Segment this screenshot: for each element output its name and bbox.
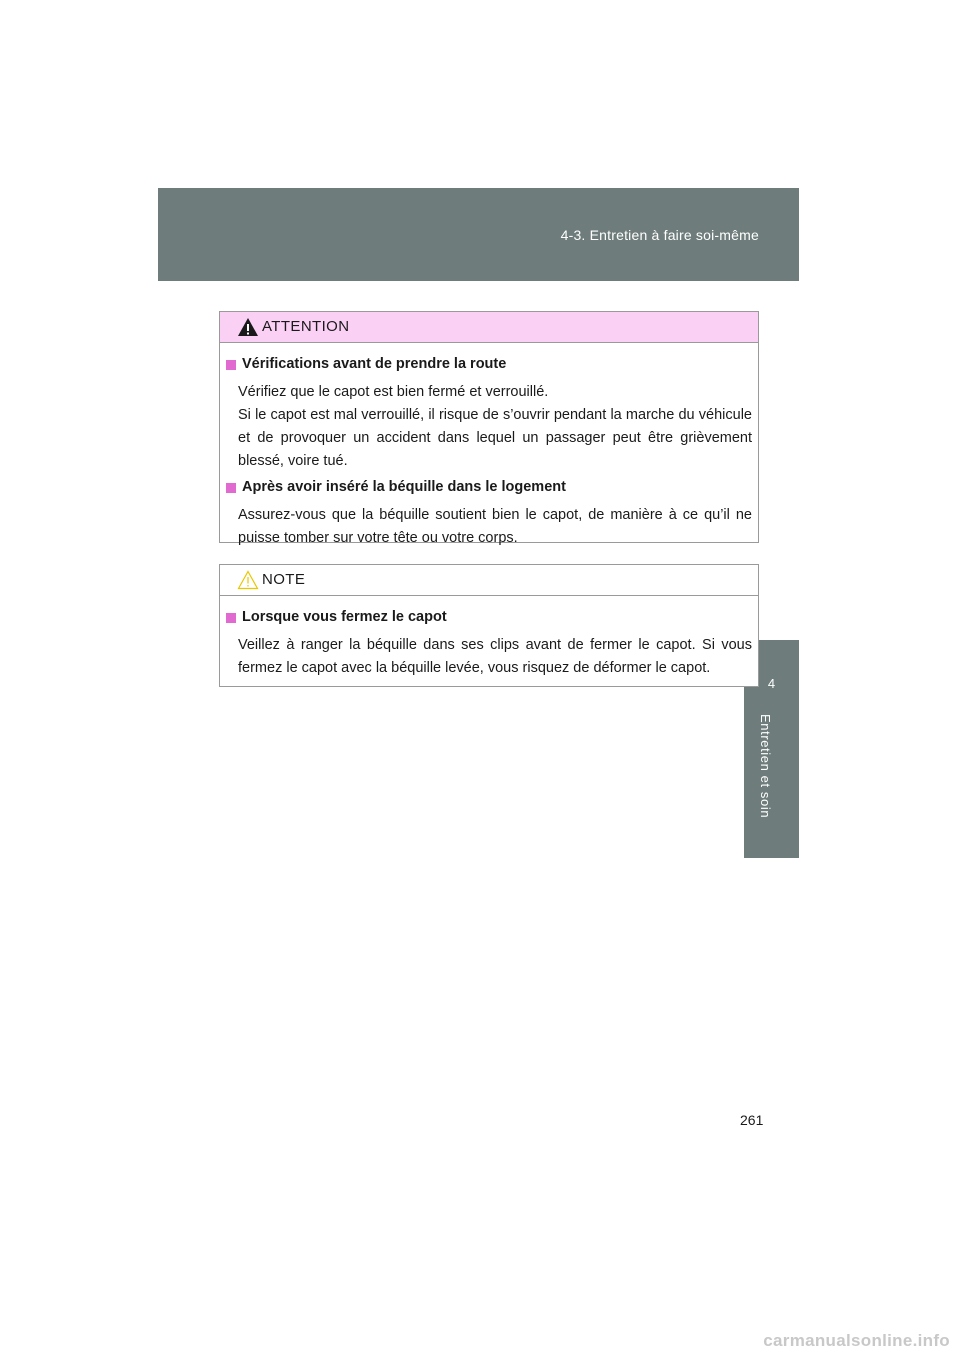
note-box-body <box>220 596 758 680</box>
warning-triangle-outline-icon <box>237 570 259 590</box>
paragraph: Si le capot est mal verrouillé, il risque de s’ouvrir pendant la marche du véhicule et de provoquer un accident dans lequel un passager peut être grièvement blessé, voire tué. <box>238 407 752 469</box>
page-number: 261 <box>740 1112 764 1128</box>
watermark: carmanualsonline.info <box>763 1331 950 1350</box>
section-heading <box>226 477 752 498</box>
section-heading-text: Lorsque vous fermez le capot <box>242 609 447 625</box>
paragraph: Assurez-vous que la béquille soutient bien le capot, de manière à ce qu’il ne puisse tomber sur votre tête ou votre corps. <box>238 507 752 546</box>
section-body <box>226 504 752 550</box>
section-body <box>226 381 752 473</box>
attention-title: ATTENTION <box>262 318 350 335</box>
chapter-number: 4 <box>767 676 776 691</box>
section-body <box>226 634 752 680</box>
square-bullet-icon <box>226 483 236 493</box>
note-box <box>219 564 759 687</box>
section-title: 4-3. Entretien à faire soi-même <box>560 227 759 243</box>
paragraph: Veillez à ranger la béquille dans ses clips avant de fermer le capot. Si vous fermez le capot avec la béquille levée, vous risquez de déformer le capot. <box>238 637 752 676</box>
section-heading <box>226 354 752 375</box>
section-heading-text: Vérifications avant de prendre la route <box>242 356 507 372</box>
attention-box-header <box>220 312 758 343</box>
section-heading <box>226 607 752 628</box>
square-bullet-icon <box>226 613 236 623</box>
warning-triangle-filled-icon <box>237 317 259 337</box>
section-heading-text: Après avoir inséré la béquille dans le logement <box>242 479 566 495</box>
attention-box-body <box>220 343 758 550</box>
paragraph: Vérifiez que le capot est bien fermé et verrouillé. <box>238 384 549 400</box>
header-band <box>158 188 799 281</box>
chapter-label: Entretien et soin <box>758 714 773 819</box>
square-bullet-icon <box>226 360 236 370</box>
note-title: NOTE <box>262 571 306 588</box>
attention-box <box>219 311 759 546</box>
note-box-header <box>220 565 758 596</box>
